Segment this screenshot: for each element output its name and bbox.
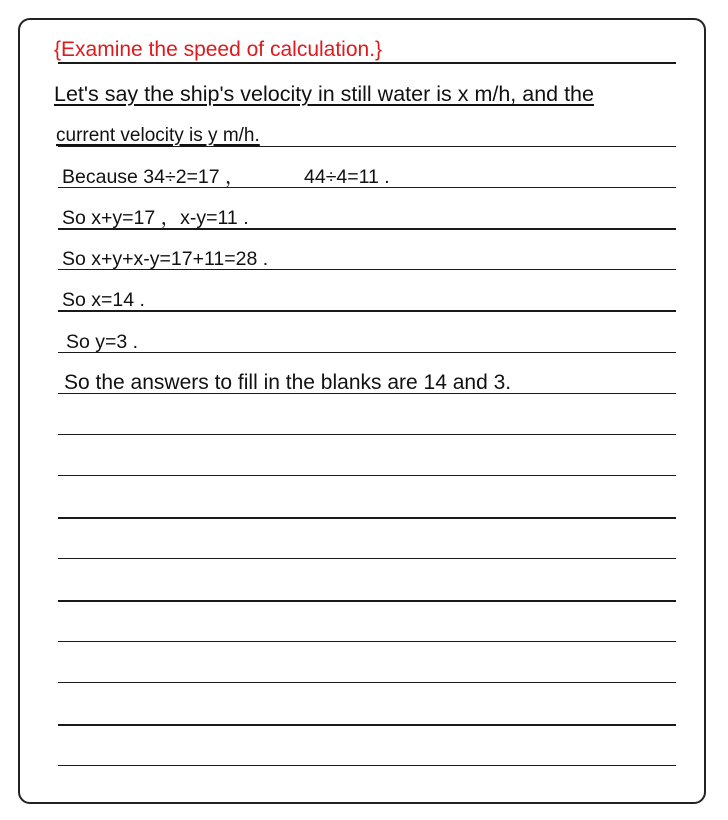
rule-line-13 — [58, 600, 676, 602]
rule-line-7 — [58, 352, 676, 353]
answer-line-3b: 44÷4=11 . — [304, 166, 390, 188]
answer-line-6: So x=14 . — [62, 289, 145, 311]
rule-line-8 — [58, 393, 676, 394]
answer-line-7: So y=3 . — [66, 331, 139, 353]
heading-text: {Examine the speed of calculation.} — [54, 38, 383, 61]
rule-line-17 — [58, 765, 676, 766]
answer-line-1: Let's say the ship's velocity in still water is x m/h, and the — [54, 82, 594, 106]
rule-line-10 — [58, 475, 676, 476]
rule-line-6 — [58, 310, 676, 312]
rule-line-16 — [58, 724, 676, 726]
answer-line-4: So x+y=17 ，x-y=11 . — [62, 207, 249, 229]
answer-sheet — [18, 18, 706, 804]
rule-line-11 — [58, 517, 676, 519]
rule-line-9 — [58, 434, 676, 435]
rule-line-1 — [58, 62, 676, 64]
answer-line-2: current velocity is y m/h. — [56, 125, 260, 146]
answer-line-8: So the answers to fill in the blanks are 14 and 3. — [64, 371, 512, 394]
rule-line-12 — [58, 558, 676, 559]
answer-line-3a: Because 34÷2=17 ， — [62, 166, 245, 188]
answer-line-5: So x+y+x-y=17+11=28 . — [62, 248, 269, 270]
rule-line-15 — [58, 682, 676, 683]
rule-line-5 — [58, 269, 676, 270]
rule-line-2 — [58, 146, 676, 147]
rule-line-4 — [58, 228, 676, 230]
rule-line-14 — [58, 641, 676, 642]
rule-line-3 — [58, 187, 676, 188]
